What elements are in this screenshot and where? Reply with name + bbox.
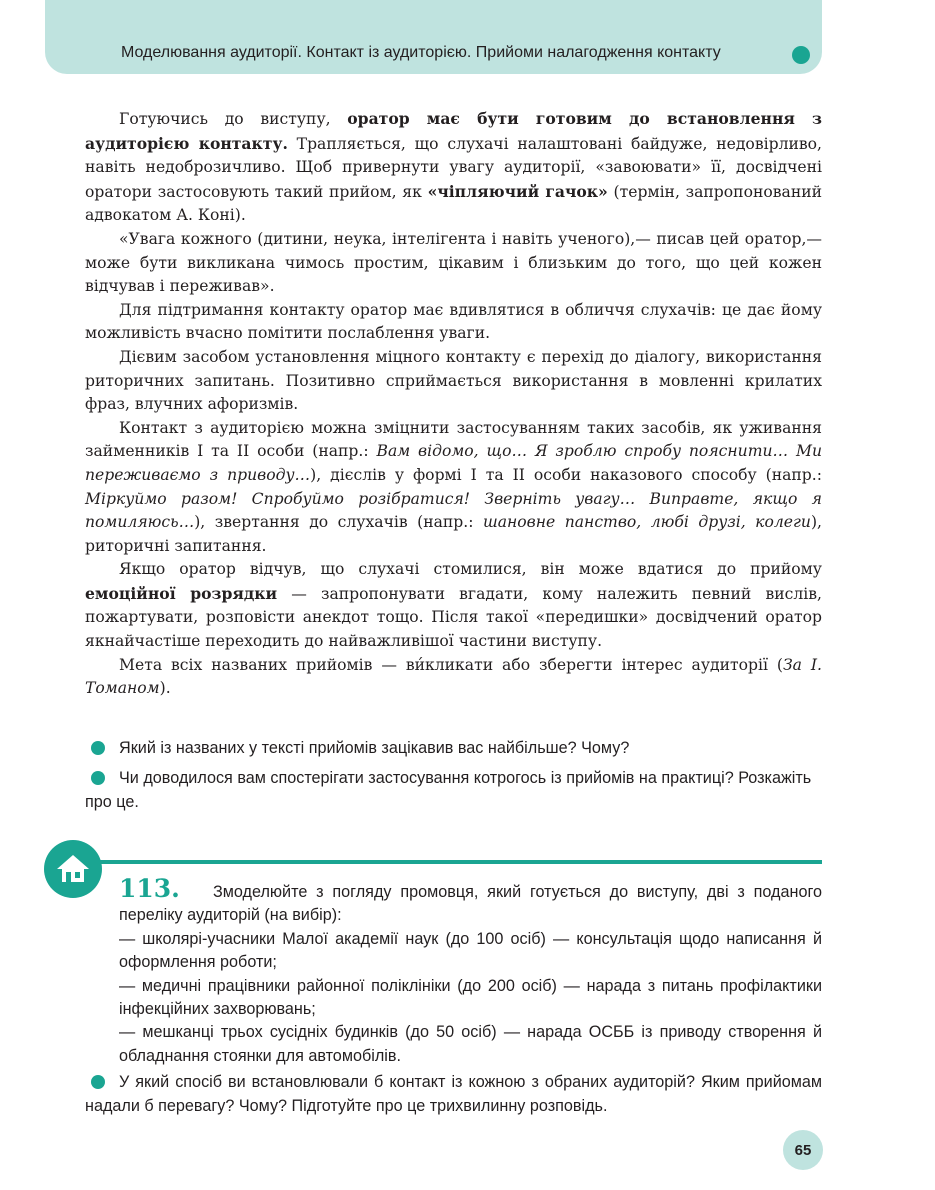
exercise-task [85,1071,822,1118]
text-span: ). [159,679,171,698]
paragraph-1 [85,107,822,228]
paragraph-4: Дієвим засобом установлення міцного контакту є перехід до діалогу, використання риторичних запитань. Позитивно сприймається використання в мовленні крилатих фраз, влучних афоризмів. [85,347,822,414]
text-span: ), дієслів у формі I та II особи наказового способу (напр.: [310,465,822,484]
text-span: ), звертання до слухачів (напр.: [194,513,483,532]
italic-span: Міркуймо разом! Спробуймо розібратися! Зверніть увагу… Виправте, якщо я помиляюсь… [85,489,822,532]
paragraph-6 [85,558,822,653]
question-2 [85,767,822,814]
exercise-item: — школярі-учасники Малої академії наук (до 100 осіб) — консультація щодо написання й оформлення роботи; [119,929,822,972]
text-span: — запропонувати вгадати, кому належить певний вислів, пожартувати, розповісти анекдот тощо. Після такої «передишки» досвідчений оратор якнайчастіше переходить до найважливішої частини виступу. [85,584,822,651]
paragraph-5 [85,417,822,559]
exercise-item: — медичні працівники районної поліклініки (до 200 осіб) — нарада з питань профілактики інфекційних захворювань; [119,976,822,1019]
bold-span: емоційної розрядки [85,583,278,603]
text-span: Мета всіх названих прийомів — ви́кликати або зберегти інтерес аудиторії ( [119,655,783,674]
paragraph-7 [85,654,822,701]
text-span: (термін, запропонований адвокатом А. Коні). [85,182,822,225]
text-span: Трапляється, що слухачі налаштовані байдуже, недовірливо, навіть недоброзичливо. Щоб привернути увагу аудиторії, «завоювати» її, досвідчені оратори застосовують такий прийом, як [85,134,822,201]
task-text: У який спосіб ви встановлювали б контакт із кожною з обраних аудиторій? Яким прийомам надали б перевагу? Чому? Підготуйте про це трихвилинну розповідь. [85,1073,822,1115]
italic-span: За І. Томаном [85,655,823,698]
header-title: Моделювання аудиторії. Контакт із аудиторією. Прийоми налагодження контакту [121,44,721,61]
exercise-intro: Змоделюйте з погляду промовця, який готується до виступу, дві з поданого переліку аудиторій (на вибір): [119,883,822,925]
italic-span: шановне панство, любі друзі, колеги [482,513,811,532]
exercise-number: 113. [119,874,180,903]
exercise-body [119,881,822,1068]
header-bullet-icon [792,46,810,64]
paragraph-3: Для підтримання контакту оратор має вдивлятися в обличчя слухачів: це дає йому можливість вчасно помітити послаблення уваги. [85,300,822,343]
question-1 [85,737,822,761]
bullet-icon [91,1075,105,1089]
text-span: Якщо оратор відчув, що слухачі стомилися, він може вдатися до прийому [119,560,822,579]
exercise-divider [100,860,822,864]
exercise-item: — мешканці трьох сусідніх будинків (до 50 осіб) — нарада ОСББ із приводу створення й обладнання стоянки для автомобілів. [119,1023,822,1065]
bold-span: «чіпляючий гачок» [427,181,608,201]
main-text [85,107,822,701]
bullet-icon [91,741,105,755]
text-span: ), риторичні запитання. [85,513,822,555]
bold-span: оратор має бути готовим до встановлення з аудиторією контакту. [85,109,822,153]
paragraph-2: «Увага кожного (дитини, неука, інтелігента і навіть ученого),— писав цей оратор,— може бути викликана чимось простим, цікавим і близьким до того, що цей кожен відчував і переживав». [85,229,822,296]
page-header [45,0,822,74]
text-span: Контакт з аудиторією можна зміцнити застосуванням таких засобів, як уживання займенників I та II особи (напр.: [85,418,822,461]
text-span: Готуючись до виступу, [119,110,348,128]
home-icon [44,840,102,898]
question-text: Який із названих у тексті прийомів зацікавив вас найбільше? Чому? [119,739,630,757]
page-number: 65 [783,1130,823,1170]
italic-span: Вам відомо, що… Я зроблю спробу пояснити… Ми переживаємо з приводу… [85,442,822,484]
bullet-icon [91,771,105,785]
question-text: Чи доводилося вам спостерігати застосування котрогось із прийомів на практиці? Розкажіть про це. [85,769,812,811]
